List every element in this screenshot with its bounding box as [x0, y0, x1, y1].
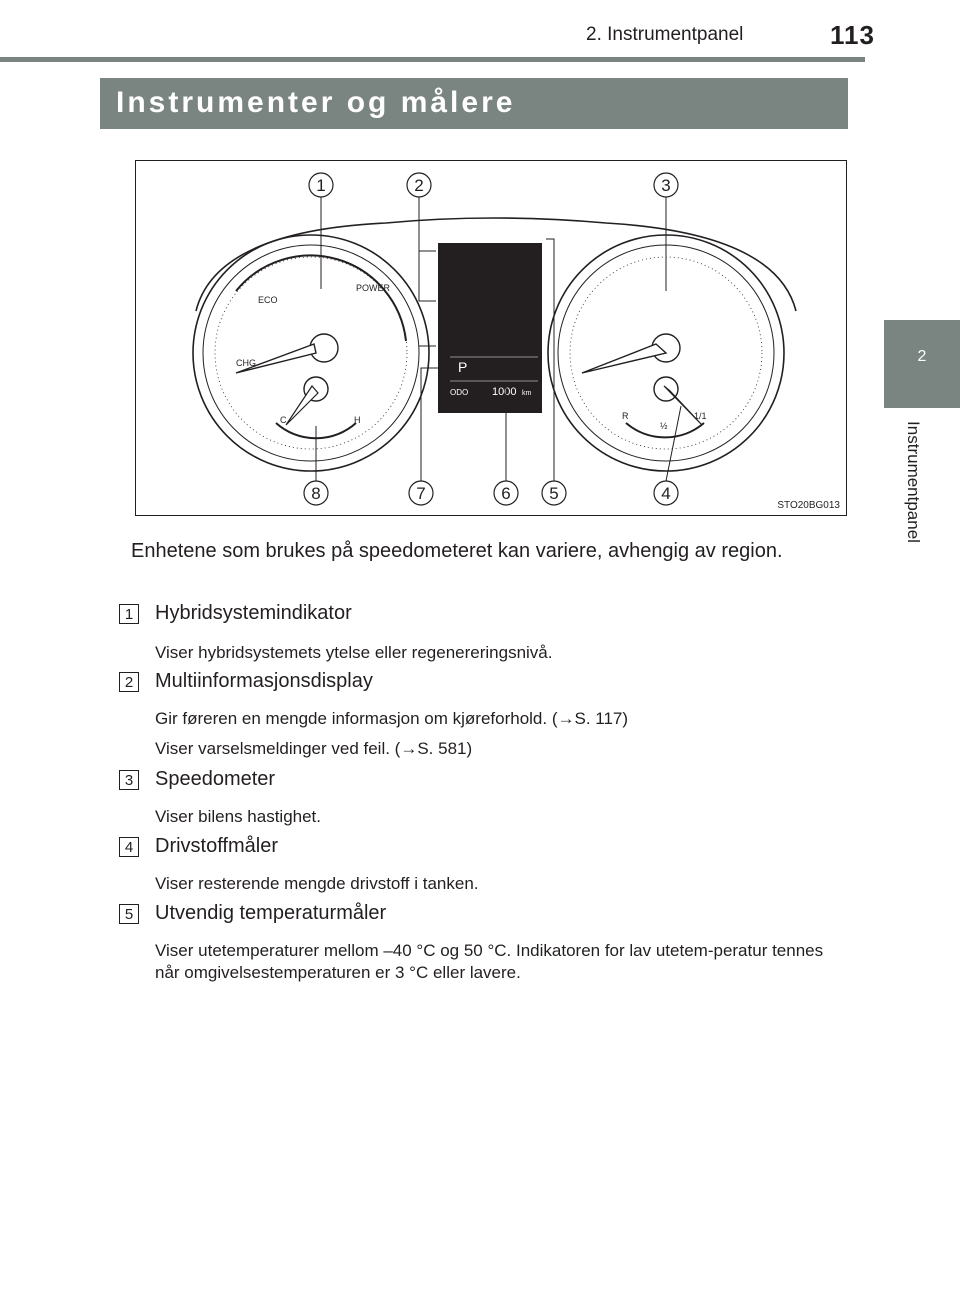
item-number: 3: [119, 770, 139, 790]
item-desc: Viser varselsmeldinger ved feil. (→S. 581): [155, 739, 473, 758]
label-hot: H: [354, 415, 361, 425]
instrument-cluster-illustration: [136, 161, 848, 517]
item-number: 1: [119, 604, 139, 624]
label-full: 1/1: [694, 411, 707, 421]
label-cold: C: [280, 415, 287, 425]
chapter-tab-number: 2: [917, 348, 927, 365]
callout-2: 2: [414, 176, 424, 195]
item-desc: Viser hybridsystemets ytelse eller regenereringsnivå.: [155, 643, 553, 662]
item-title: Speedometer: [155, 768, 276, 790]
running-header-section: 2. Instrumentpanel: [586, 24, 744, 45]
callout-8: 8: [311, 484, 321, 503]
display-odo-unit: km: [522, 390, 532, 397]
item-desc: Gir føreren en mengde informasjon om kjøreforhold. (→S. 117): [155, 709, 629, 728]
section-title-band: [100, 78, 848, 129]
display-gear: P: [458, 359, 468, 375]
callout-3: 3: [661, 176, 671, 195]
header-rule: [0, 57, 865, 62]
label-eco: ECO: [258, 295, 278, 305]
callout-1: 1: [316, 176, 326, 195]
display-temp: 20: [521, 234, 533, 245]
item-title: Drivstoffmåler: [155, 835, 278, 857]
section-title: Instrumenter og målere: [116, 86, 516, 119]
item-number: 2: [119, 672, 139, 692]
display-odo-value: 1000: [492, 386, 517, 398]
callout-7: 7: [416, 484, 426, 503]
item-desc: Viser utetemperaturer mellom –40 °C og 50 °C. Indikatoren for lav utetem-peratur tennes når omgivelsestemperaturen er 3 °C eller lavere.: [155, 941, 824, 982]
item-title: Hybridsystemindikator: [155, 602, 352, 624]
chapter-side-label-text: Instrumentpanel: [904, 421, 923, 543]
item-number: 5: [119, 904, 139, 924]
chapter-side-label: [898, 410, 928, 560]
item-desc: Viser bilens hastighet.: [155, 807, 322, 826]
label-half: ½: [660, 421, 668, 431]
display-odo-label: ODO: [450, 388, 469, 397]
callout-4: 4: [661, 484, 671, 503]
figure-code: STO20BG013: [777, 500, 840, 511]
chapter-tab[interactable]: [884, 320, 960, 408]
callout-6: 6: [501, 484, 511, 503]
hybrid-gauge: [193, 235, 429, 471]
item-title: Utvendig temperaturmåler: [155, 902, 387, 924]
instrument-cluster-figure: [135, 160, 847, 516]
callout-5: 5: [549, 484, 559, 503]
label-reserve: R: [622, 411, 629, 421]
intro-paragraph: Enhetene som brukes på speedometeret kan variere, avhengig av region.: [131, 540, 783, 562]
page-number: 113: [830, 20, 875, 50]
item-desc: Viser resterende mengde drivstoff i tanken.: [155, 874, 479, 893]
label-power: POWER: [356, 283, 391, 293]
item-number: 4: [119, 837, 139, 857]
item-title: Multiinformasjonsdisplay: [155, 670, 373, 692]
label-chg: CHG: [236, 358, 256, 368]
